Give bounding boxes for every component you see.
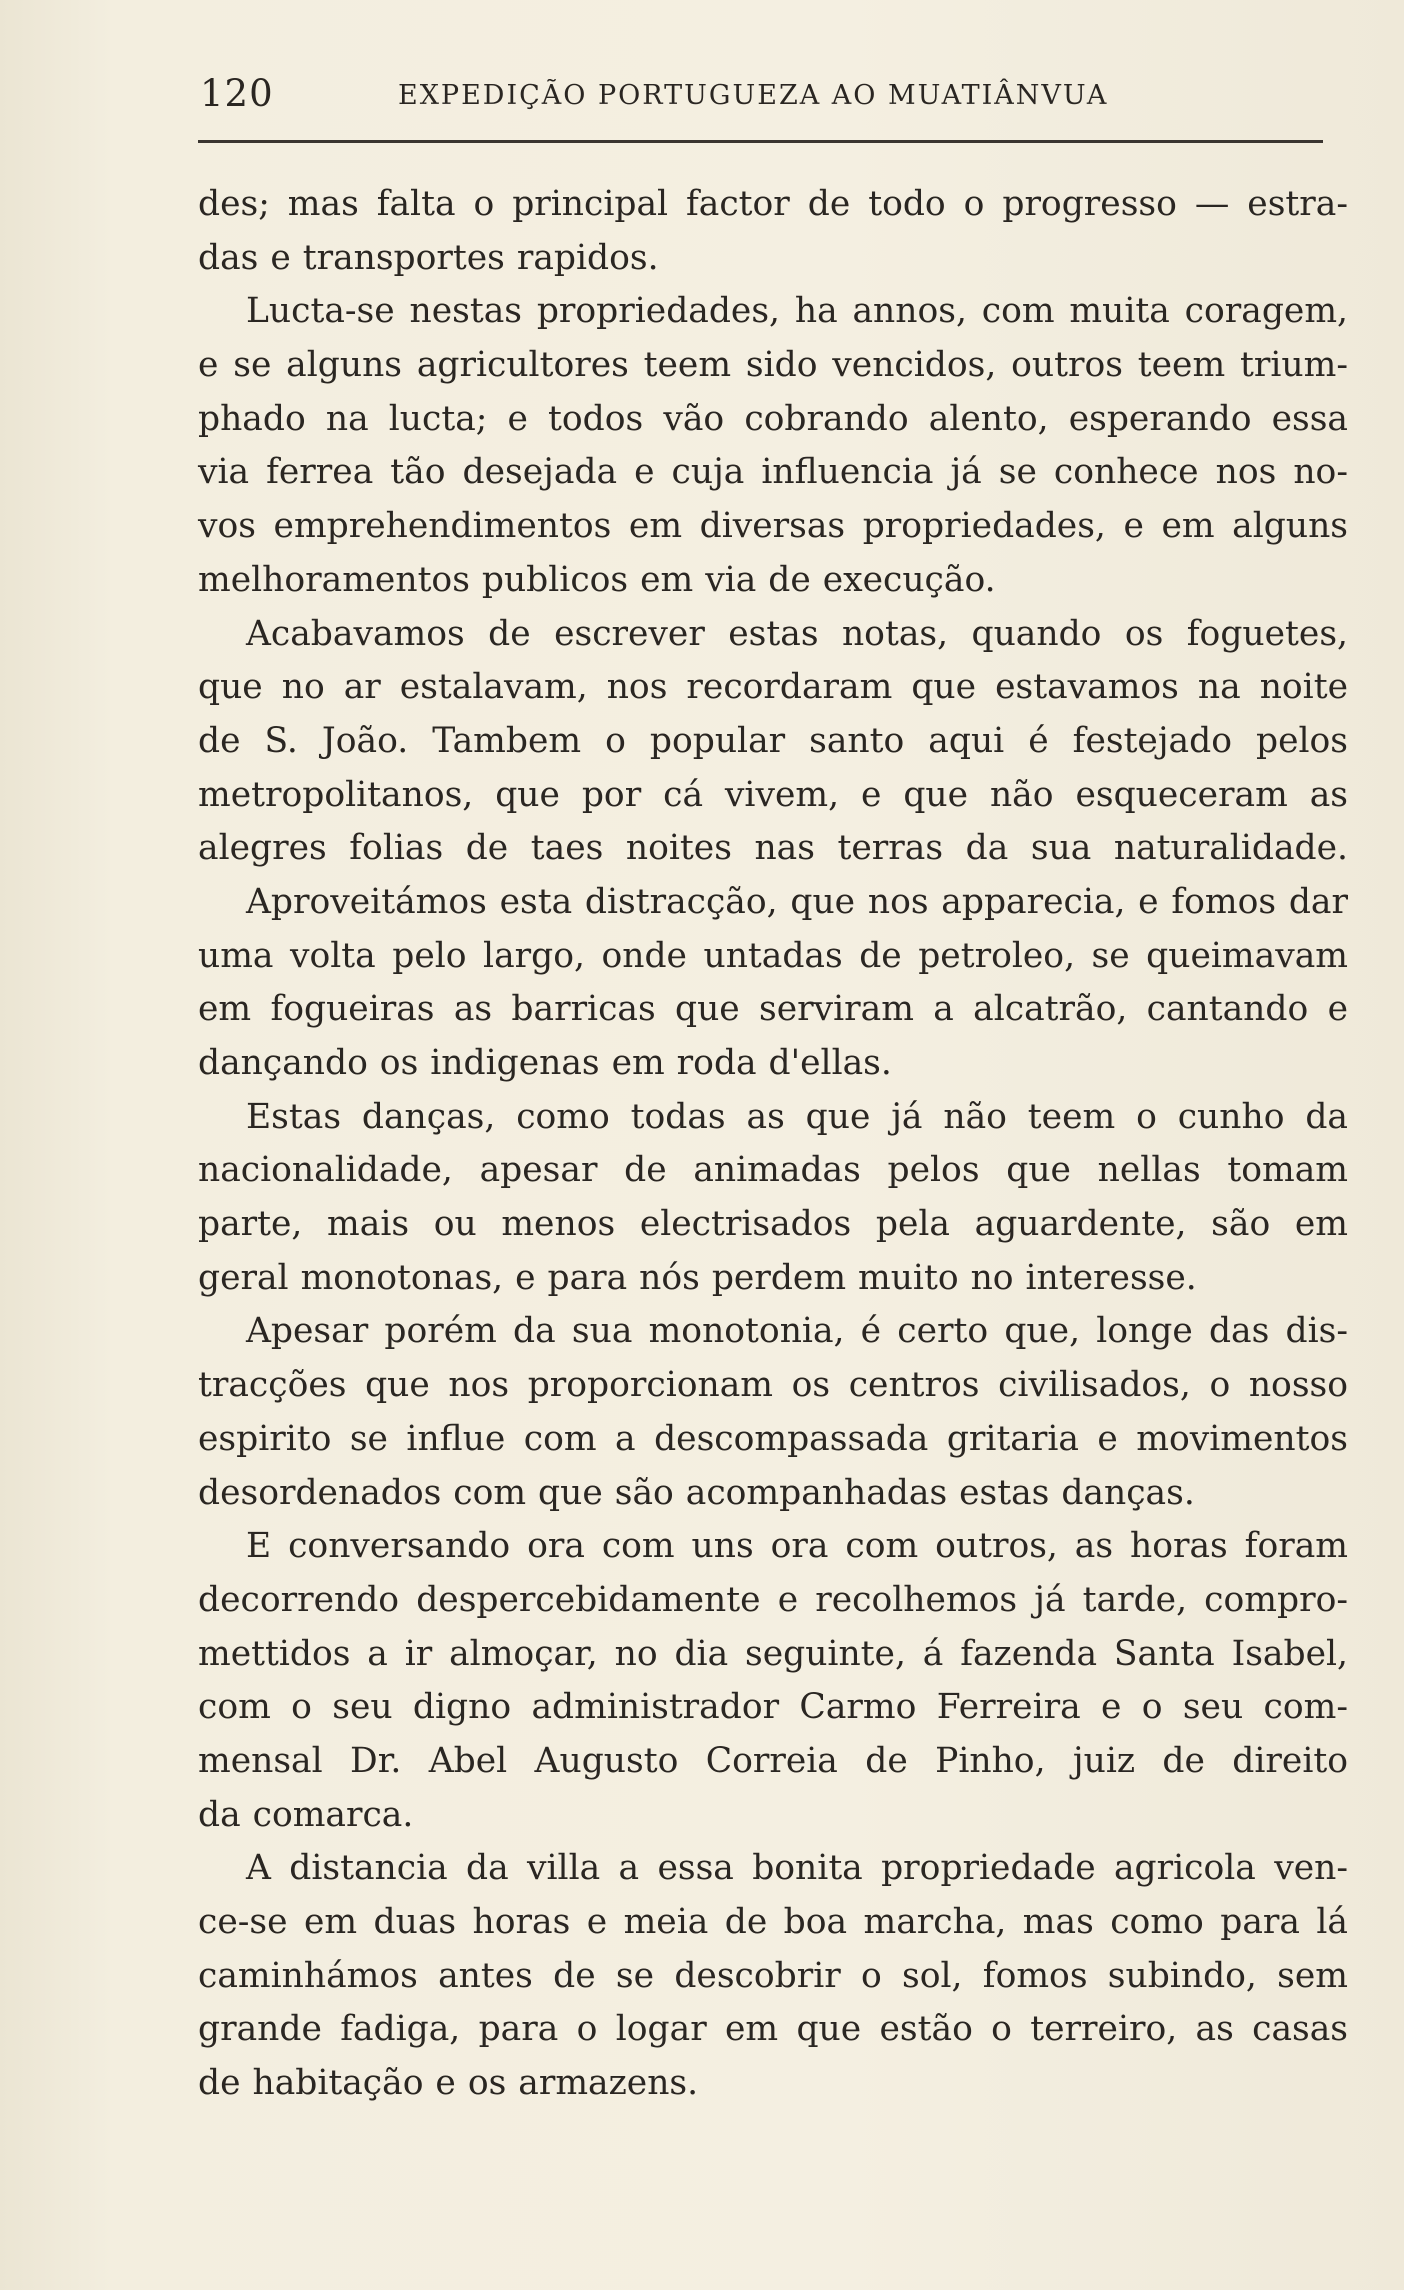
header-rule [198, 140, 1323, 143]
text-line: com o seu digno administrador Carmo Ferreira e o seu com- [198, 1687, 1348, 1728]
text-line: caminhámos antes de se descobrir o sol, fomos subindo, sem [198, 1955, 1348, 1996]
text-line: des; mas falta o principal factor de todo o progresso — estra- [198, 184, 1348, 224]
text-line: phado na lucta; e todos vão cobrando alento, esperando essa [198, 398, 1348, 439]
text-line: vos emprehendimentos em diversas propriedades, e em alguns [198, 506, 1348, 547]
body-text [198, 178, 1348, 2111]
text-line: melhoramentos publicos em via de execução. [198, 559, 996, 600]
text-line: da comarca. [198, 1794, 414, 1835]
text-line: e se alguns agricultores teem sido vencidos, outros teem trium- [198, 345, 1348, 386]
text-line: decorrendo despercebidamente e recolhemos já tarde, compro- [198, 1579, 1348, 1620]
text-line: mettidos a ir almoçar, no dia seguinte, á fazenda Santa Isabel, [198, 1633, 1348, 1674]
text-line: nacionalidade, apesar de animadas pelos que nellas tomam [198, 1150, 1348, 1191]
text-line: Apesar porém da sua monotonia, é certo que, longe das dis- [246, 1311, 1348, 1352]
text-line: grande fadiga, para o logar em que estão o terreiro, as casas [198, 2009, 1348, 2050]
text-line: Aproveitámos esta distracção, que nos apparecia, e fomos dar [246, 881, 1348, 922]
text-line: tracções que nos proporcionam os centros civilisados, o nosso [198, 1365, 1348, 1406]
text-line: Acabavamos de escrever estas notas, quando os foguetes, [246, 613, 1348, 654]
text-line: espirito se influe com a descompassada gritaria e movimentos [198, 1418, 1348, 1459]
text-line: parte, mais ou menos electrisados pela aguardente, são em [198, 1204, 1348, 1245]
text-line: Estas danças, como todas as que já não teem o cunho da [246, 1096, 1348, 1137]
page-number: 120 [200, 72, 274, 115]
page-header [200, 72, 1320, 124]
text-line: que no ar estalavam, nos recordaram que estavamos na noite [198, 667, 1348, 708]
text-line: dançando os indigenas em roda d'ellas. [198, 1043, 892, 1083]
text-line: desordenados com que são acompanhadas estas danças. [198, 1472, 1195, 1513]
text-line: das e transportes rapidos. [198, 237, 659, 278]
text-line: de habitação e os armazens. [198, 2063, 699, 2104]
text-line: geral monotonas, e para nós perdem muito no interesse. [198, 1257, 1197, 1298]
text-line: ce-se em duas horas e meia de boa marcha, mas como para lá [198, 1902, 1348, 1942]
text-line: Lucta-se nestas propriedades, ha annos, com muita coragem, [246, 291, 1348, 332]
text-line: metropolitanos, que por cá vivem, e que não esqueceram as [198, 774, 1348, 815]
text-line: A distancia da villa a essa bonita propriedade agricola ven- [246, 1848, 1348, 1889]
text-line: uma volta pelo largo, onde untadas de petroleo, se queimavam [198, 935, 1348, 976]
running-title: EXPEDIÇÃO PORTUGUEZA AO MUATIÂNVUA [398, 80, 1109, 111]
text-line: mensal Dr. Abel Augusto Correia de Pinho, juiz de direito [198, 1740, 1348, 1781]
text-line: de S. João. Tambem o popular santo aqui é festejado pelos [198, 720, 1348, 761]
text-line: via ferrea tão desejada e cuja influencia já se conhece nos no- [198, 452, 1348, 493]
text-line: em fogueiras as barricas que serviram a alcatrão, cantando e [198, 989, 1348, 1030]
text-line: E conversando ora com uns ora com outros, as horas foram [246, 1526, 1348, 1567]
text-line: alegres folias de taes noites nas terras da sua naturalidade. [198, 828, 1348, 869]
